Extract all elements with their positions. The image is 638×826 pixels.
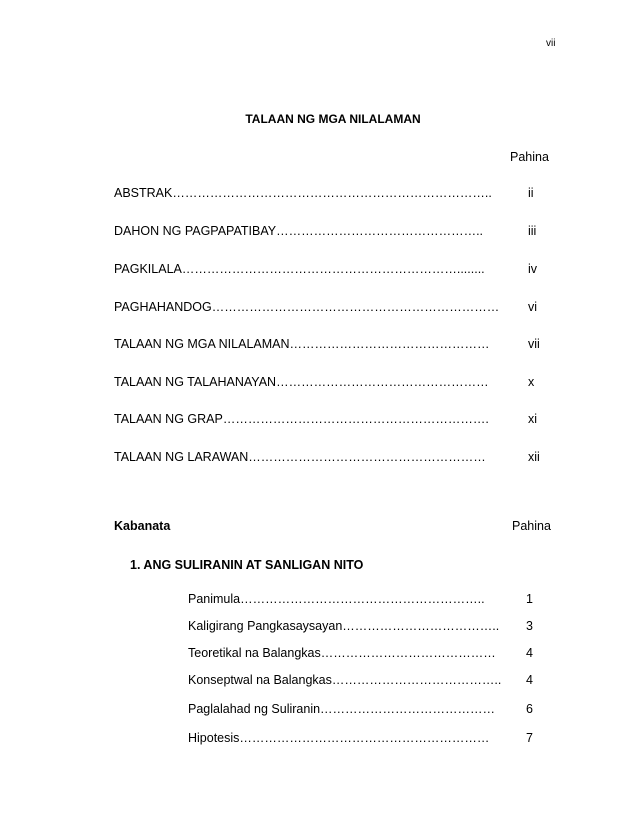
toc-entry-label: TALAAN NG GRAP………………………………………………………. [114,412,489,426]
toc-entry-label: PAGKILALA…………………………………………………………........ [114,262,485,276]
toc-entry-page: xii [528,450,540,464]
toc-subentry-label: Teoretikal na Balangkas…………………………………… [188,646,496,660]
pahina-header: Pahina [510,150,549,164]
toc-subentry [188,619,499,633]
kabanata-pahina-header: Pahina [512,519,551,533]
toc-subentry [188,646,496,660]
toc-entry [114,262,485,276]
toc-subentry-label: Konseptwal na Balangkas………………………………….. [188,673,502,687]
toc-entry [114,337,490,351]
page-title: TALAAN NG MGA NILALAMAN [245,112,421,126]
toc-entry-page: iii [528,224,537,238]
toc-entry-label: TALAAN NG TALAHANAYAN…………………………………………… [114,375,489,389]
toc-entry-page: ii [528,186,534,200]
toc-subentry-label: Paglalahad ng Suliranin…………………………………… [188,702,496,716]
toc-subentry-page: 7 [526,731,533,745]
toc-entry-label: TALAAN NG MGA NILALAMAN………………………………………… [114,337,490,351]
toc-entry-label: ABSTRAK………………………………………………………………….. [114,186,492,200]
toc-entry [114,224,483,238]
toc-entry-label: TALAAN NG LARAWAN………………………………………………… [114,450,486,464]
toc-entry-page: xi [528,412,538,426]
toc-subentry [188,702,495,716]
chapter-heading: 1. ANG SULIRANIN AT SANLIGAN NITO [130,558,364,572]
toc-subentry-page: 6 [526,702,533,716]
toc-entry-page: iv [528,262,538,276]
toc-subentry-label: Kaligirang Pangkasaysayan……………………………….. [188,619,500,633]
toc-subentry [188,673,501,687]
toc-entry-label: PAGHAHANDOG…………………………………………………………… [114,300,500,314]
toc-entry [114,412,489,426]
toc-subentry-page: 4 [526,673,533,687]
toc-entry [114,375,489,389]
toc-entry-page: vii [528,337,540,351]
toc-entry [114,450,486,464]
page-number: vii [546,38,556,49]
toc-entry-page: x [528,375,535,389]
toc-subentry-page: 1 [526,592,533,606]
toc-subentry-page: 4 [526,646,533,660]
kabanata-header: Kabanata [114,519,171,533]
toc-subentry-page: 3 [526,619,533,633]
toc-entry [114,300,499,314]
toc-subentry [188,592,485,606]
toc-subentry-label: Hipotesis…………………………………………………… [188,731,490,745]
toc-entry-page: vi [528,300,538,314]
toc-subentry-label: Panimula………………………………………………….. [188,592,485,606]
toc-entry [114,186,492,200]
toc-subentry [188,731,489,745]
toc-entry-label: DAHON NG PAGPAPATIBAY………………………………………….. [114,224,484,238]
